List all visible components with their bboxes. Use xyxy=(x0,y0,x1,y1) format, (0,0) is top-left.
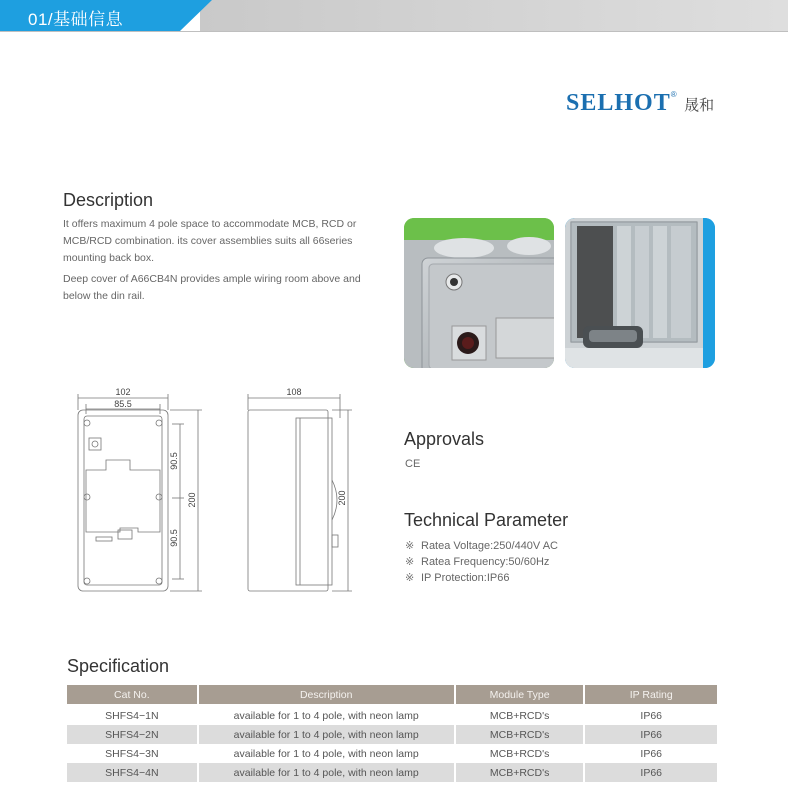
table-cell: IP66 xyxy=(640,747,663,760)
technical-item xyxy=(405,538,558,554)
table-cell: SHFS4−4N xyxy=(67,763,197,782)
technical-item-text: Ratea Voltage:250/440V AC xyxy=(421,540,558,552)
specification-table xyxy=(65,685,719,782)
brand-name: SELHOT xyxy=(566,90,671,116)
technical-heading: Technical Parameter xyxy=(404,510,569,530)
front-view-outline xyxy=(78,410,168,591)
product-photo-front-image xyxy=(404,218,554,368)
table-cell: MCB+RCD's xyxy=(489,747,550,760)
dim-width-inner: 85.5 xyxy=(114,399,132,409)
bullet-mark-icon: ※ xyxy=(405,556,415,568)
table-cell: available for 1 to 4 pole, with neon lamp xyxy=(199,763,454,782)
dim-width-outer: 102 xyxy=(115,387,131,397)
section-title: 01/基础信息 xyxy=(28,10,124,29)
section-banner xyxy=(0,0,788,32)
registered-mark: ® xyxy=(670,90,677,99)
technical-item xyxy=(405,554,558,570)
table-cell: SHFS4−3N xyxy=(105,747,159,760)
dim-height-front: 200 xyxy=(187,492,197,508)
bullet-mark-icon: ※ xyxy=(405,572,415,584)
specification-heading: Specification xyxy=(67,656,170,676)
dim-height-side: 200 xyxy=(337,490,347,506)
description-paragraph: It offers maximum 4 pole space to accommodate MCB, RCD or MCB/RCD combination. its cover assemblies suits all 66series mounting back box. xyxy=(63,218,357,264)
table-cell: SHFS4−2N xyxy=(67,725,197,744)
dimension-drawing xyxy=(60,380,370,610)
table-row xyxy=(67,725,717,744)
banner-gray-bar xyxy=(200,0,788,31)
technical-item-text: IP Protection:IP66 xyxy=(421,572,510,584)
table-row xyxy=(67,763,717,782)
dim-depth: 108 xyxy=(286,387,302,397)
technical-item-text: Ratea Frequency:50/60Hz xyxy=(421,556,550,568)
table-cell: IP66 xyxy=(640,709,663,722)
product-photo-cover-image xyxy=(565,218,715,368)
description-heading: Description xyxy=(63,190,154,210)
table-cell: available for 1 to 4 pole, with neon lamp xyxy=(233,709,419,722)
column-header: IP Rating xyxy=(585,685,717,706)
table-cell: available for 1 to 4 pole, with neon lamp xyxy=(233,747,419,760)
technical-list xyxy=(405,538,558,586)
table-cell: SHFS4−1N xyxy=(105,709,159,722)
table-row xyxy=(67,706,717,725)
dim-half-upper: 90.5 xyxy=(169,452,179,470)
product-photo-front xyxy=(404,218,554,368)
description-paragraph: Deep cover of A66CB4N provides ample wiring room above and below the din rail. xyxy=(63,273,361,302)
dim-half-lower: 90.5 xyxy=(169,529,179,547)
product-photo-cover xyxy=(565,218,715,368)
table-cell: IP66 xyxy=(585,763,717,782)
table-cell: available for 1 to 4 pole, with neon lamp xyxy=(199,725,454,744)
column-header: Module Type xyxy=(456,685,584,706)
brand-logo xyxy=(566,90,714,117)
brand-chinese-name: 晟和 xyxy=(684,97,715,114)
technical-item xyxy=(405,570,558,586)
table-row xyxy=(67,744,717,763)
banner-divider xyxy=(0,31,788,32)
bullet-mark-icon: ※ xyxy=(405,540,415,552)
column-header: Cat No. xyxy=(67,685,197,706)
column-header: Description xyxy=(199,685,454,706)
dimension-drawing-svg xyxy=(60,380,370,610)
side-view-outline xyxy=(248,410,328,591)
table-cell: MCB+RCD's xyxy=(489,709,550,722)
approvals-value: CE xyxy=(405,458,421,470)
table-cell: IP66 xyxy=(585,725,717,744)
table-cell: MCB+RCD's xyxy=(456,725,584,744)
table-cell: MCB+RCD's xyxy=(456,763,584,782)
table-header-row xyxy=(67,685,717,706)
approvals-heading: Approvals xyxy=(404,429,485,449)
